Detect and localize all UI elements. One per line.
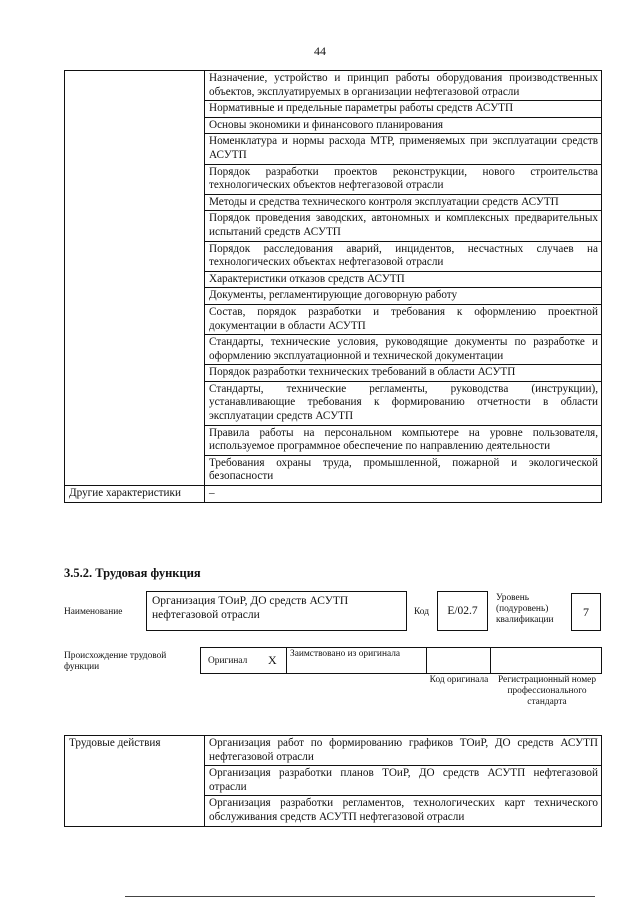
labor-action-item: Организация разработки планов ТОиР, ДО средств АСУТП нефтегазовой отрасли <box>205 766 602 796</box>
code-box <box>437 591 488 631</box>
knowledge-item: Номенклатура и нормы расхода МТР, применяемых при эксплуатации средств АСУТП <box>205 134 602 164</box>
knowledge-item: Стандарты, технические регламенты, руководства (инструкции), устанавливающие требования к формированию отчетности в области эксплуатации средств АСУТП <box>205 381 602 425</box>
knowledge-item: Стандарты, технические условия, руководящие документы по разработке и оформлению эксплуатационной и технической документации <box>205 335 602 365</box>
function-name-value: Организация ТОиР, ДО средств АСУТП нефтегазовой отрасли <box>152 595 349 621</box>
origin-box <box>200 647 602 674</box>
registration-number-label: Регистрационный номер профессионального стандарта <box>497 675 597 707</box>
labor-actions-label: Трудовые действия <box>65 736 205 827</box>
code-value: E/02.7 <box>447 605 478 617</box>
labor-action-item: Организация работ по формированию графиков ТОиР, ДО средств АСУТП нефтегазовой отрасли <box>205 736 602 766</box>
origin-label: Происхождение трудовой функции <box>64 651 167 672</box>
knowledge-item: Требования охраны труда, промышленной, пожарной и экологической безопасности <box>205 455 602 485</box>
knowledge-item: Порядок разработки проектов реконструкции, нового строительства технологических объектов нефтегазовой отрасли <box>205 164 602 194</box>
page-number: 44 <box>314 44 326 58</box>
knowledge-item: Порядок проведения заводских, автономных и комплексных предварительных испытаний средств АСУТП <box>205 211 602 241</box>
footer-rule <box>125 896 595 897</box>
knowledge-item: Нормативные и предельные параметры работы средств АСУТП <box>205 101 602 118</box>
knowledge-item: Документы, регламентирующие договорную работу <box>205 288 602 305</box>
function-name-box <box>146 591 407 631</box>
other-characteristics-value: – <box>205 486 602 503</box>
labor-actions-table <box>64 735 602 827</box>
knowledge-label-cell <box>65 71 205 486</box>
knowledge-item: Основы экономики и финансового планирования <box>205 117 602 134</box>
knowledge-item: Состав, порядок разработки и требования к оформлению проектной документации в области АСУТП <box>205 304 602 334</box>
code-label: Код <box>414 607 429 617</box>
code-original-label: Код оригинала <box>429 675 489 685</box>
knowledge-item: Характеристики отказов средств АСУТП <box>205 271 602 288</box>
level-label: Уровень (подуровень) квалификации <box>496 593 554 625</box>
knowledge-item: Порядок расследования аварий, инцидентов, несчастных случаев на технологических объектах нефтегазовой отрасли <box>205 241 602 271</box>
table-row <box>65 71 602 101</box>
knowledge-item: Методы и средства технического контроля эксплуатации средств АСУТП <box>205 194 602 211</box>
borrowed-label: Заимствовано из оригинала <box>290 649 401 659</box>
level-value: 7 <box>583 605 589 619</box>
table-row <box>65 486 602 503</box>
level-box <box>571 593 601 631</box>
knowledge-table <box>64 70 602 503</box>
section-heading: 3.5.2. Трудовая функция <box>64 566 201 580</box>
other-characteristics-label: Другие характеристики <box>65 486 205 503</box>
original-label: Оригинал <box>208 656 248 666</box>
labor-action-item: Организация разработки регламентов, технологических карт технического обслуживания средств АСУТП нефтегазовой отрасли <box>205 796 602 826</box>
original-mark: X <box>268 653 277 667</box>
knowledge-item: Назначение, устройство и принцип работы оборудования производственных объектов, эксплуатируемых в организации нефтегазовой отрасли <box>205 71 602 101</box>
knowledge-item: Порядок разработки технических требований в области АСУТП <box>205 365 602 382</box>
knowledge-item: Правила работы на персональном компьютере на уровне пользователя, используемое программное обеспечение по направлению деятельности <box>205 425 602 455</box>
table-row <box>65 736 602 766</box>
name-label: Наименование <box>64 607 123 617</box>
